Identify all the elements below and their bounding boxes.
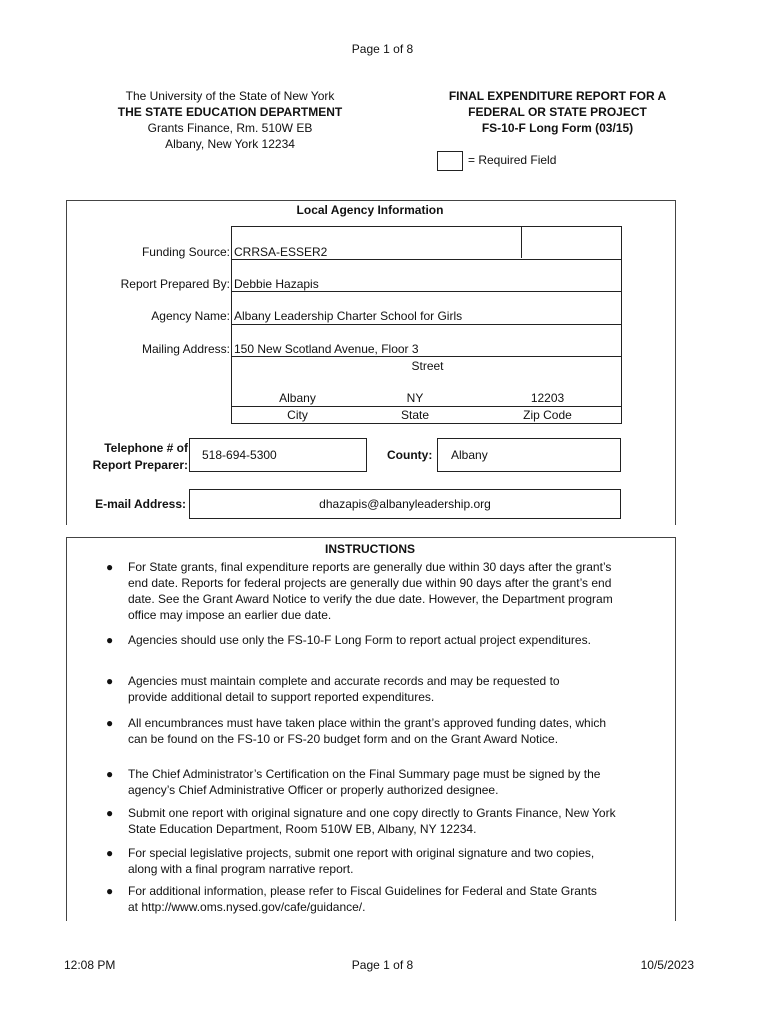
report-title-1: FINAL EXPENDITURE REPORT FOR A [448, 89, 667, 103]
agency-name-label: Agency Name: [151, 309, 230, 323]
prepared-by-label: Report Prepared By: [120, 277, 230, 291]
prepared-by-field[interactable]: Debbie Hazapis [234, 277, 319, 291]
required-field-legend: = Required Field [468, 153, 557, 167]
funding-source-label: Funding Source: [141, 245, 230, 259]
required-field-swatch [437, 151, 463, 171]
instruction-item: All encumbrances must have taken place within the grant’s approved funding dates, which can be found on the FS-10 or FS-20 budget form and on the Grant Award Notice. [128, 716, 607, 746]
bullet-icon: ● [106, 806, 114, 820]
instruction-item: The Chief Administrator’s Certification on the Final Summary page must be signed by the agency’s Chief Administrative Officer or properly authorized designee. [128, 767, 601, 797]
org-line-2: THE STATE EDUCATION DEPARTMENT [117, 105, 343, 119]
bullet-icon: ● [106, 846, 114, 860]
instruction-item: For State grants, final expenditure reports are generally due within 30 days after the grant’s end date. Reports for federal projects are generally due within 90 days after the grant’s end date. See the Grant Award Notice to verify the due date. However, the Department program office may impose an earlier due date. [128, 560, 613, 622]
instruction-item: Agencies must maintain complete and accurate records and may be requested to provide additional detail to support reported expenditures. [128, 674, 560, 704]
city-field[interactable]: Albany [279, 391, 316, 405]
report-title-block [425, 88, 690, 136]
bullet-icon: ● [106, 560, 114, 574]
county-label: County: [387, 448, 433, 462]
org-line-3: Grants Finance, Rm. 510W EB [147, 121, 313, 135]
street-field[interactable]: 150 New Scotland Avenue, Floor 3 [234, 342, 419, 356]
telephone-label-line2: Report Preparer: [92, 458, 188, 472]
funding-source-field[interactable]: CRRSA-ESSER2 [234, 245, 328, 259]
instruction-item: Agencies should use only the FS-10-F Long Form to report actual project expenditures. [128, 633, 591, 647]
mailing-address-label: Mailing Address: [141, 342, 230, 356]
bullet-icon: ● [106, 716, 114, 730]
report-title-3: FS-10-F Long Form (03/15) [481, 121, 634, 135]
bullet-icon: ● [106, 633, 114, 647]
org-block [80, 88, 380, 152]
county-field[interactable]: Albany [451, 448, 488, 462]
telephone-label-line1: Telephone # of [104, 441, 188, 455]
org-line-1: The University of the State of New York [125, 89, 335, 103]
state-caption: State [400, 408, 430, 422]
section-title: Local Agency Information [296, 203, 444, 217]
zip-field[interactable]: 12203 [530, 391, 565, 405]
email-field[interactable]: dhazapis@albanyleadership.org [319, 497, 491, 511]
footer-time: 12:08 PM [64, 958, 116, 972]
email-label: E-mail Address: [95, 497, 186, 511]
agency-name-field[interactable]: Albany Leadership Charter School for Girls [234, 309, 463, 323]
state-field[interactable]: NY [406, 391, 424, 405]
telephone-field[interactable]: 518-694-5300 [202, 448, 277, 462]
footer-page: Page 1 of 8 [351, 958, 414, 972]
report-title-2: FEDERAL OR STATE PROJECT [468, 105, 647, 119]
city-caption: City [287, 408, 308, 422]
bullet-icon: ● [106, 674, 114, 688]
page-header: Page 1 of 8 [351, 42, 414, 56]
instruction-item: Submit one report with original signature and one copy directly to Grants Finance, New York State Education Department, Room 510W EB, Albany, NY 12234. [128, 806, 616, 836]
instructions-title: INSTRUCTIONS [325, 542, 415, 556]
zip-caption: Zip Code [523, 408, 572, 422]
bullet-icon: ● [106, 767, 114, 781]
org-line-4: Albany, New York 12234 [165, 137, 295, 151]
street-caption: Street [411, 359, 444, 373]
footer-date: 10/5/2023 [640, 958, 694, 972]
instruction-item: For additional information, please refer to Fiscal Guidelines for Federal and State Grants at http://www.oms.nysed.gov/cafe/guidance/. [128, 884, 597, 914]
instruction-item: For special legislative projects, submit one report with original signature and two copies, along with a final program narrative report. [128, 846, 595, 876]
telephone-label [70, 440, 188, 474]
bullet-icon: ● [106, 884, 114, 898]
